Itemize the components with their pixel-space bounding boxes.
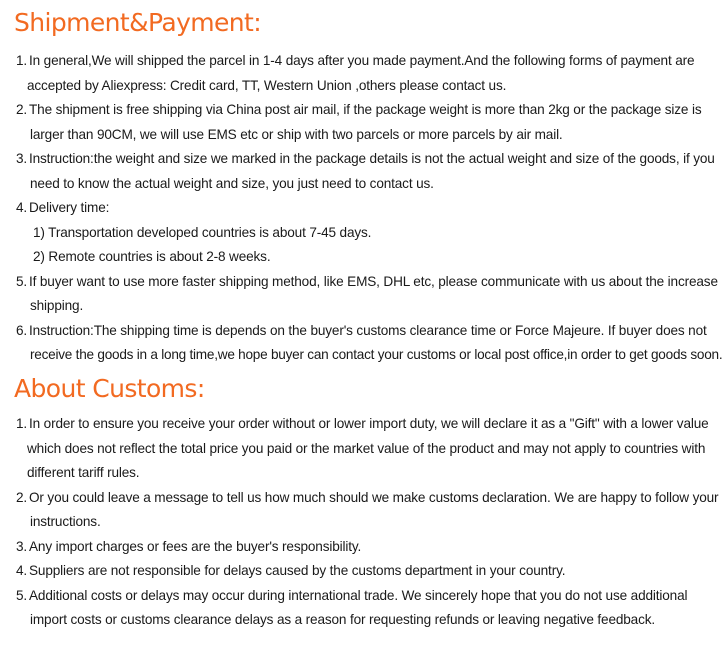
item-number: 2. <box>16 102 28 117</box>
item-text: different tariff rules. <box>27 465 140 480</box>
delivery-time-subitem: 2) Remote countries is about 2-8 weeks. <box>33 249 271 264</box>
customs-item-2 <box>0 486 726 535</box>
shipment-item-4 <box>0 196 726 270</box>
item-text: import costs or customs clearance delays as a reason for requesting refunds or leaving negative feedback. <box>30 612 656 627</box>
item-text: Delivery time: <box>29 200 110 215</box>
delivery-time-subitem: 1) Transportation developed countries is about 7-45 days. <box>33 224 372 240</box>
item-number: 1. <box>16 416 28 431</box>
item-number: 2. <box>16 489 28 505</box>
customs-item-3 <box>0 535 726 560</box>
item-text: accepted by Aliexpress: Credit card, TT, Western Union ,others please contact us. <box>27 77 507 93</box>
shipment-payment-list <box>0 49 726 368</box>
customs-item-5 <box>0 584 726 633</box>
shipment-item-3 <box>0 147 726 196</box>
item-text: larger than 90CM, we will use EMS etc or ship with two parcels or more parcels by air mail. <box>30 126 563 142</box>
item-text: In general,We will shipped the parcel in 1-4 days after you made payment.And the following forms of payment are <box>29 53 695 68</box>
item-number: 4. <box>16 563 28 578</box>
customs-item-1 <box>0 412 726 486</box>
item-text: Any import charges or fees are the buyer's responsibility. <box>29 538 362 554</box>
customs-item-4 <box>0 559 726 584</box>
shipment-item-5 <box>0 270 726 319</box>
shipment-payment-heading: Shipment&Payment: <box>14 8 262 37</box>
item-number: 3. <box>16 538 28 554</box>
shipment-item-2 <box>0 98 726 147</box>
item-text: Instruction:the weight and size we marked in the package details is not the actual weight and size of the goods, if you <box>29 151 715 166</box>
item-text: In order to ensure you receive your order without or lower import duty, we will declare it as a "Gift" with a lower value <box>29 416 709 431</box>
item-text: shipping. <box>30 298 84 313</box>
item-text: instructions. <box>30 514 101 529</box>
item-number: 5. <box>16 587 28 603</box>
item-text: Or you could leave a message to tell us how much should we make customs declaration. We are happy to follow your <box>29 489 719 505</box>
customs-list <box>0 412 726 633</box>
item-number: 6. <box>16 322 28 338</box>
item-text: If buyer want to use more faster shipping method, like EMS, DHL etc, please communicate with us about the increase <box>29 273 718 289</box>
item-number: 5. <box>16 273 28 289</box>
item-text: which does not reflect the total price you paid or the market value of the product and may not apply to countries with <box>27 440 706 456</box>
item-text: Instruction:The shipping time is depends on the buyer's customs clearance time or Force Majeure. If buyer does not <box>29 322 707 338</box>
item-number: 4. <box>16 200 28 215</box>
shipment-item-6 <box>0 319 726 368</box>
item-number: 3. <box>16 151 28 166</box>
item-text: Suppliers are not responsible for delays caused by the customs department in your country. <box>29 563 566 578</box>
item-text: The shipment is free shipping via China post air mail, if the package weight is more than 2kg or the package size is <box>29 102 702 117</box>
item-text: receive the goods in a long time,we hope buyer can contact your customs or local post office,in order to get goods soon. <box>30 347 723 362</box>
about-customs-heading: About Customs: <box>14 374 205 403</box>
item-text: need to know the actual weight and size, you just need to contact us. <box>30 175 434 191</box>
shipment-item-1 <box>0 49 726 98</box>
item-text: Additional costs or delays may occur during international trade. We sincerely hope that you do not use additional <box>29 587 688 603</box>
item-number: 1. <box>16 53 28 68</box>
